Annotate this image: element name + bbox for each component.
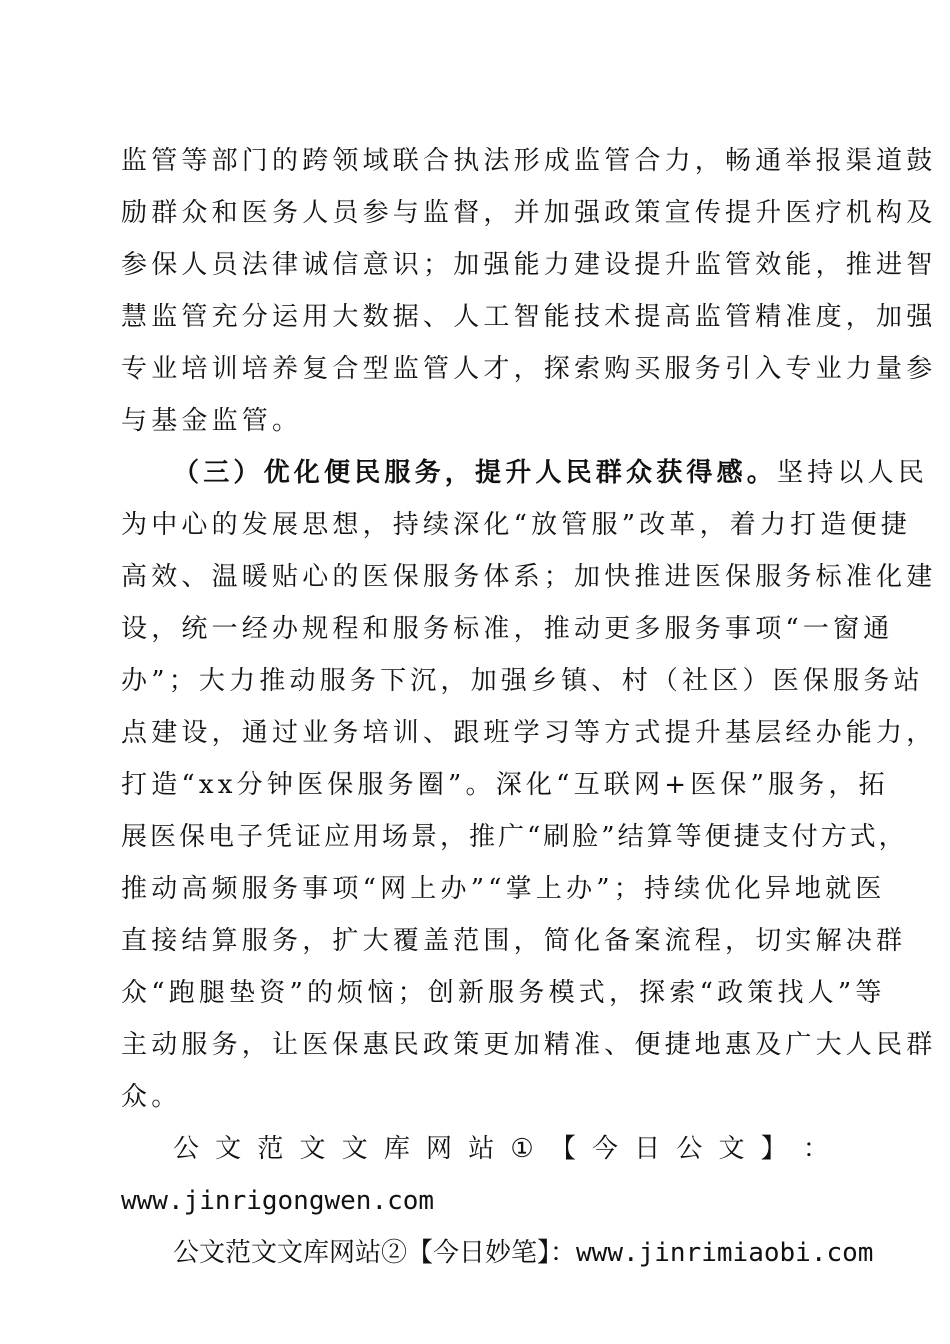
footer-site1-char: ：	[802, 1134, 829, 1164]
para2-line-5: 专业培训培养复合型监管人才，探索购买服务引入专业力量参	[121, 354, 937, 384]
para2-line-6: 与基金监管。	[121, 406, 303, 436]
para3-line-4: 设，统一经办规程和服务标准，推动更多服务事项“一窗通	[121, 614, 894, 644]
para2-line-2: 励群众和医务人员参与监督，并加强政策宣传提升医疗机构及	[121, 198, 937, 228]
para2-line-3: 参保人员法律诚信意识；加强能力建设提升监管效能，推进智	[121, 250, 937, 280]
footer-site1-char: 】	[760, 1134, 787, 1164]
footer-site1-char: 范	[257, 1134, 284, 1164]
para3-line-10: 直接结算服务，扩大覆盖范围，简化备案流程，切实解决群	[121, 926, 907, 956]
footer-site1-char: 【	[549, 1134, 576, 1164]
para3-first-line-rest: 坚持以人民	[777, 458, 929, 488]
footer-site1-char: 今	[592, 1134, 619, 1164]
footer-site1-char: 站	[468, 1134, 495, 1164]
footer-site2-line	[173, 1236, 874, 1270]
footer-site1-char: 文	[215, 1134, 242, 1164]
footer-site1-line	[173, 1132, 829, 1166]
para3-line-12: 主动服务，让医保惠民政策更加精准、便捷地惠及广大人民群	[121, 1030, 937, 1060]
para3-line-5: 办”；大力推动服务下沉，加强乡镇、村（社区）医保服务站	[121, 666, 924, 696]
footer-site1-char: 文	[299, 1134, 326, 1164]
footer-site1-char: 库	[383, 1134, 410, 1164]
footer-site1-char: 网	[426, 1134, 453, 1164]
para3-line-9: 推动高频服务事项“网上办”“掌上办”；持续优化异地就医	[121, 874, 886, 904]
footer-site2-label: 公文范文文库网站②【今日妙笔】：	[173, 1238, 577, 1268]
para3-line-11: 众“跑腿垫资”的烦恼；创新服务模式，探索“政策找人”等	[121, 978, 886, 1008]
footer-site1-char: 文	[341, 1134, 368, 1164]
para2-line-4: 慧监管充分运用大数据、人工智能技术提高监管精准度，加强	[121, 302, 937, 332]
para3-first-line	[173, 456, 929, 490]
footer-site1-char: 文	[718, 1134, 745, 1164]
para3-line-8: 展医保电子凭证应用场景，推广“刷脸”结算等便捷支付方式，	[121, 822, 908, 852]
para2-line-1: 监管等部门的跨领域联合执法形成监管合力，畅通举报渠道鼓	[121, 146, 937, 176]
para3-line-3: 高效、温暖贴心的医保服务体系；加快推进医保服务标准化建	[121, 562, 937, 592]
footer-site1-char: 公	[173, 1134, 200, 1164]
para3-line-7: 打造“xx分钟医保服务圈”。深化“互联网+医保”服务，拓	[121, 770, 889, 800]
para3-line-13: 众。	[121, 1082, 182, 1112]
section-heading: （三）优化便民服务，提升人民群众获得感。	[173, 458, 778, 488]
footer-site1-char: 日	[634, 1134, 661, 1164]
para3-line-2: 为中心的发展思想，持续深化“放管服”改革，着力打造便捷	[121, 510, 911, 540]
footer-site1-char: 公	[676, 1134, 703, 1164]
footer-site1-char: ①	[510, 1134, 534, 1164]
footer-site2-url[interactable]: www.jinrimiaobi.com	[576, 1238, 874, 1268]
footer-site1-url[interactable]: www.jinrigongwen.com	[121, 1186, 435, 1216]
para3-line-6: 点建设，通过业务培训、跟班学习等方式提升基层经办能力，	[121, 718, 937, 748]
